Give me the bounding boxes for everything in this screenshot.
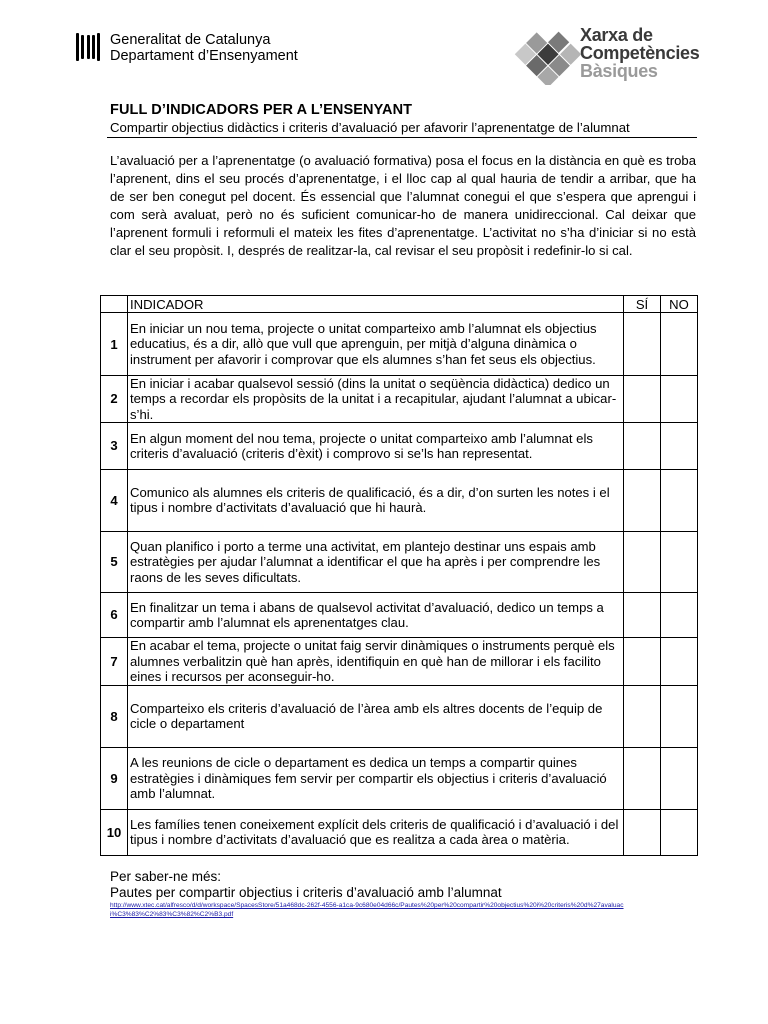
brand-line-2: Competències [580, 43, 700, 63]
indicators-table [100, 295, 698, 856]
row-indicator-text: En iniciar un nou tema, projecte o unitat comparteixo amb l’alumnat els objectius educatius, és a dir, allò que vull que aprenguin, per mitjà d’alguna dinàmica o instrument per afavorir i comprovar que els alumnes s’han fet seus els objectius. [128, 313, 624, 376]
row-indicator-text: Comparteixo els criteris d’avaluació de l’àrea amb els altres docents de l’equip de cicle o departament [128, 685, 624, 747]
no-checkbox-cell[interactable] [661, 376, 698, 423]
row-number: 3 [101, 422, 128, 469]
row-indicator-text: En iniciar i acabar qualsevol sessió (dins la unitat o seqüència didàctica) dedico un temps a recordar els propòsits de la unitat i a recapitular, ajudant l’alumnat a ubicar-s’hi. [128, 376, 624, 423]
no-checkbox-cell[interactable] [661, 531, 698, 592]
table-row [101, 592, 698, 637]
row-indicator-text: En algun moment del nou tema, projecte o unitat comparteixo amb l’alumnat els criteris d’avaluació (criteris d’èxit) i comprovo si se’ls han representat. [128, 422, 624, 469]
no-checkbox-cell[interactable] [661, 809, 698, 855]
header-indicator: INDICADOR [128, 296, 624, 313]
no-checkbox-cell[interactable] [661, 592, 698, 637]
row-indicator-text: Comunico als alumnes els criteris de qualificació, és a dir, d’on surten les notes i el tipus i nombre d’activitats d’avaluació que hi haurà. [128, 469, 624, 531]
document-title: FULL D’INDICADORS PER A L’ENSENYANT [110, 102, 413, 118]
table-row [101, 313, 698, 376]
no-checkbox-cell[interactable] [661, 469, 698, 531]
title-divider [107, 137, 697, 138]
no-checkbox-cell[interactable] [661, 422, 698, 469]
brand-line-1: Xarxa de [580, 25, 653, 45]
row-number: 2 [101, 376, 128, 423]
row-number: 8 [101, 685, 128, 747]
yes-checkbox-cell[interactable] [624, 747, 661, 809]
row-number: 10 [101, 809, 128, 855]
yes-checkbox-cell[interactable] [624, 376, 661, 423]
yes-checkbox-cell[interactable] [624, 809, 661, 855]
intro-paragraph: L’avaluació per a l’aprenentatge (o avaluació formativa) posa el focus en la distància en què es troba l’aprenent, dins el seu procés d’aprenentatge, i el lloc cap al qual hauria de tendir a arribar, que ha de ser ben conegut pel docent. És essencial que l’alumnat conegui el que s’espera que aprengui i com serà avaluat, però no és suficient comunicar-ho de manera unidireccional. Cal deixar que l’aprenent formuli i reformuli el mateix les fites d’aprenentatge. L’activitat no s’ha d’iniciar si no està clar el seu propòsit. I, després de realitzar-la, cal revisar el seu propòsit i redefinir-lo si cal. [110, 153, 696, 259]
yes-checkbox-cell[interactable] [624, 313, 661, 376]
document-subtitle: Compartir objectius didàctics i criteris d’avaluació per afavorir l’aprenentatge de l’alumnat [110, 120, 630, 135]
table-row [101, 637, 698, 685]
row-number: 5 [101, 531, 128, 592]
no-checkbox-cell[interactable] [661, 685, 698, 747]
table-row [101, 747, 698, 809]
row-indicator-text: En acabar el tema, projecte o unitat faig servir dinàmiques o instruments perquè els alumnes verbalitzin què han après, identifiquin en què han de millorar i els facilito eines i recursos per aconseguir-ho. [128, 637, 624, 685]
further-reading [110, 869, 502, 901]
row-number: 4 [101, 469, 128, 531]
header-yes: SÍ [624, 296, 661, 313]
table-row [101, 685, 698, 747]
generalitat-bars-icon [76, 33, 100, 61]
org-line-2: Departament d’Ensenyament [110, 48, 298, 64]
brand-name [580, 26, 699, 80]
header-no: NO [661, 296, 698, 313]
no-checkbox-cell[interactable] [661, 313, 698, 376]
table-row [101, 469, 698, 531]
resource-title: Pautes per compartir objectius i criteris d’avaluació amb l’alumnat [110, 885, 502, 900]
further-reading-label: Per saber-ne més: [110, 869, 222, 884]
yes-checkbox-cell[interactable] [624, 469, 661, 531]
no-checkbox-cell[interactable] [661, 637, 698, 685]
brand-line-3: Bàsiques [580, 61, 658, 81]
no-checkbox-cell[interactable] [661, 747, 698, 809]
row-number: 6 [101, 592, 128, 637]
table-row [101, 376, 698, 423]
table-header-row [101, 296, 698, 313]
yes-checkbox-cell[interactable] [624, 422, 661, 469]
org-line-1: Generalitat de Catalunya [110, 32, 271, 48]
yes-checkbox-cell[interactable] [624, 592, 661, 637]
org-name [110, 32, 298, 64]
row-indicator-text: A les reunions de cicle o departament es dedica un temps a compartir quines estratègies i dinàmiques fem servir per compartir els objectius i criteris d’avaluació amb l’alumnat. [128, 747, 624, 809]
table-row [101, 422, 698, 469]
row-number: 9 [101, 747, 128, 809]
row-indicator-text: Les famílies tenen coneixement explícit dels criteris de qualificació i d’avaluació i del tipus i nombre d’activitats d’avaluació que es realitza a cada àrea o matèria. [128, 809, 624, 855]
table-row [101, 531, 698, 592]
yes-checkbox-cell[interactable] [624, 637, 661, 685]
row-number: 1 [101, 313, 128, 376]
row-number: 7 [101, 637, 128, 685]
yes-checkbox-cell[interactable] [624, 531, 661, 592]
row-indicator-text: Quan planifico i porto a terme una activitat, em plantejo destinar uns espais amb estratègies per ajudar l’alumnat a identificar el que ha après i per comprendre les raons de les seves dificultats. [128, 531, 624, 592]
resource-link[interactable]: http://www.xtec.cat/alfresco/d/d/workspace/SpacesStore/51a468dc-262f-4556-a1ca-9c680e04d66c/Pautes%20per%20compartir%20objectius%20i%20criteris%20d%27avaluaci%C3%83%C2%83%C3%82%C2%B3.pdf [110, 902, 624, 918]
row-indicator-text: En finalitzar un tema i abans de qualsevol activitat d’avaluació, dedico un temps a compartir amb l’alumnat els aprenentatges clau. [128, 592, 624, 637]
yes-checkbox-cell[interactable] [624, 685, 661, 747]
header-number-cell [101, 296, 128, 313]
table-row [101, 809, 698, 855]
xarxa-diamond-logo-icon [512, 25, 584, 85]
